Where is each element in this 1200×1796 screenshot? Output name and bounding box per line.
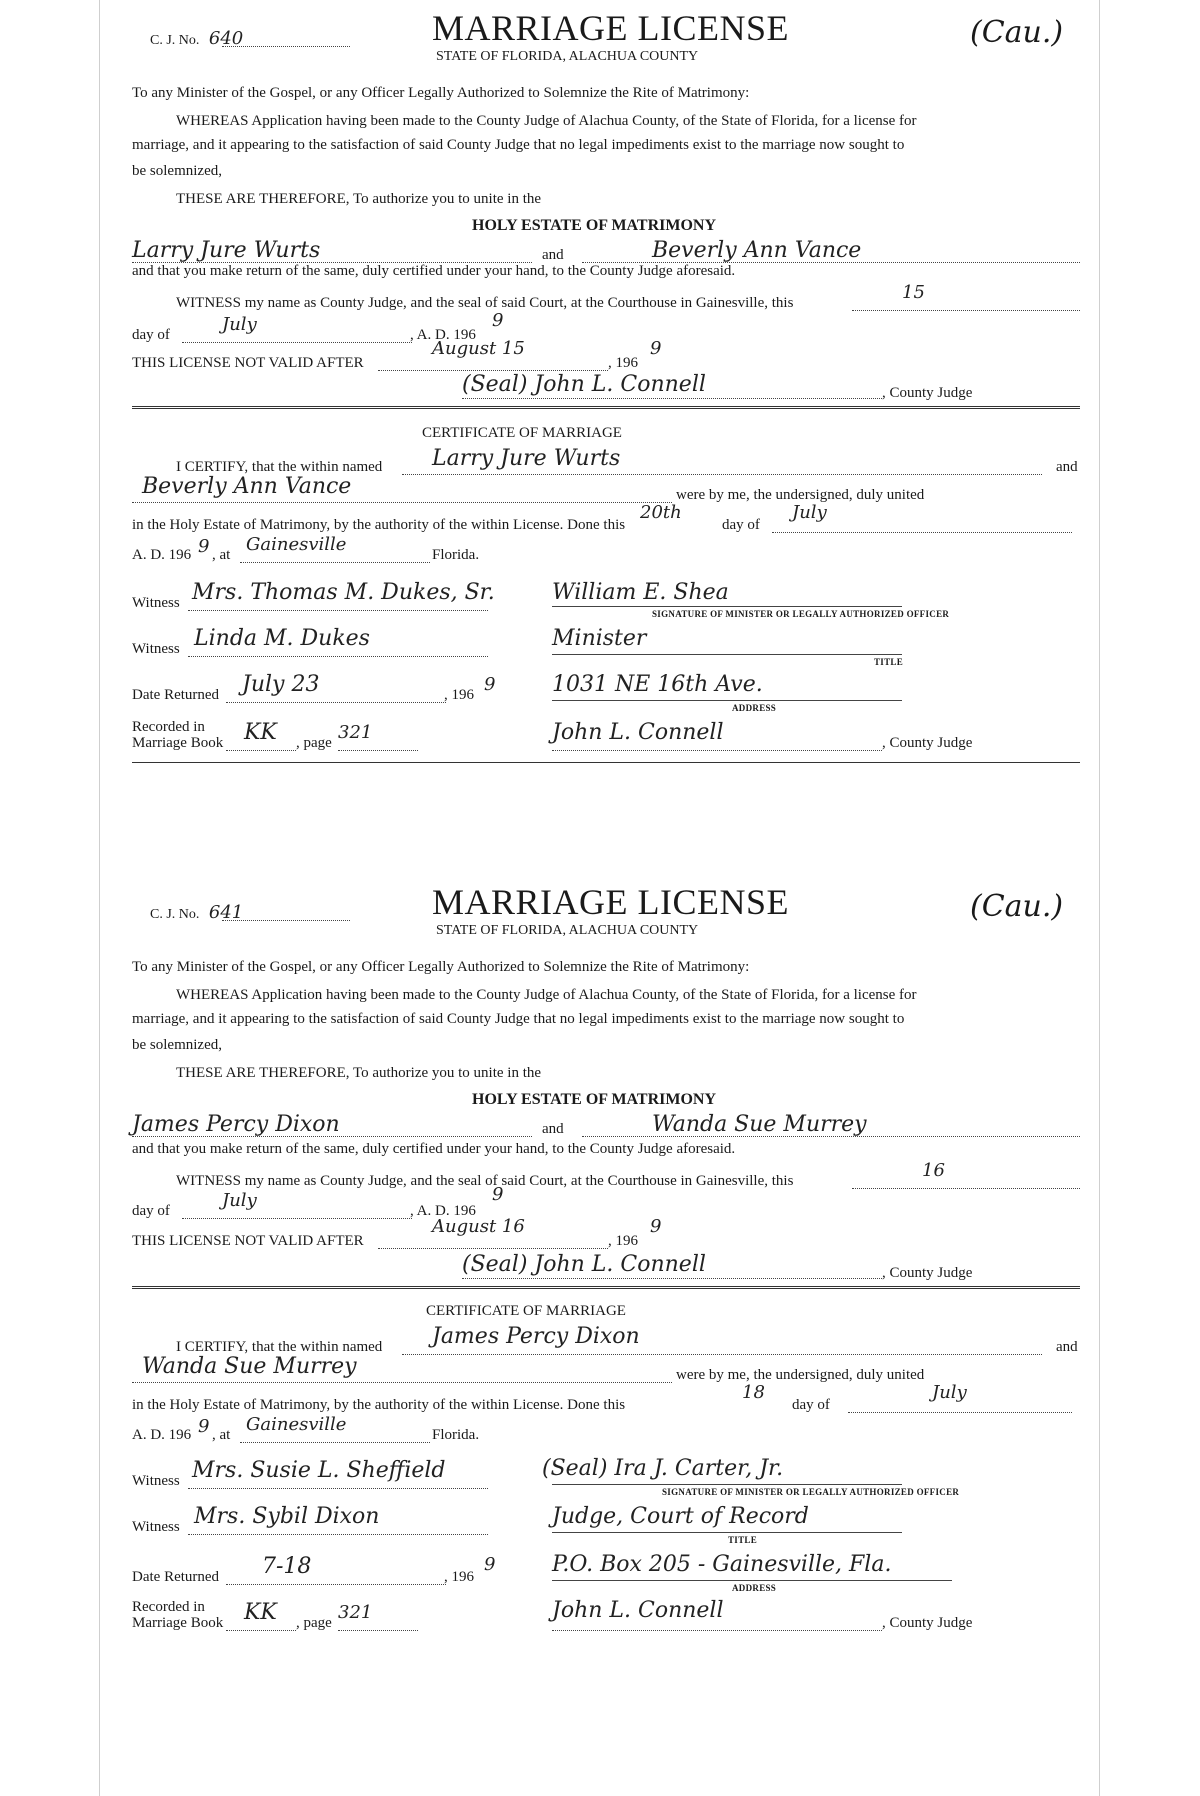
bride-name: Beverly Ann Vance [652, 238, 862, 263]
cert-ad: A. D. 196 [132, 1427, 192, 1443]
witness-1-label: Witness [132, 1473, 180, 1489]
day-of-label: day of [132, 1203, 170, 1219]
cert-day-of: day of [792, 1397, 830, 1413]
witness-day: 15 [902, 282, 925, 303]
corner-note: (Cau.) [970, 889, 1064, 924]
cert-place: Gainesville [246, 534, 347, 555]
witness-1-name: Mrs. Thomas M. Dukes, Sr. [192, 580, 495, 605]
year-digit: 9 [492, 310, 504, 331]
whereas-line-1: WHEREAS Application having been made to the County Judge of Alachua County, of the State of Florida, for a license for [176, 987, 917, 1003]
ad-prefix: , A. D. 196 [410, 327, 476, 343]
groom-name: James Percy Dixon [132, 1112, 340, 1137]
page-label: , page [296, 1615, 332, 1631]
whereas-line-1: WHEREAS Application having been made to the County Judge of Alachua County, of the State of Florida, for a license for [176, 113, 917, 129]
salutation: To any Minister of the Gospel, or any Officer Legally Authorized to Solemnize the Rite of Matrimony: [132, 959, 750, 975]
cert-day: 18 [742, 1382, 765, 1403]
address-label: ADDRESS [732, 1583, 777, 1593]
not-valid-year: 9 [650, 338, 662, 359]
recorded-in-label: Recorded in [132, 1599, 205, 1615]
year-digit: 9 [492, 1184, 504, 1205]
witness-2-name: Linda M. Dukes [194, 626, 370, 651]
cert-groom: James Percy Dixon [432, 1324, 640, 1349]
month: July [222, 1190, 257, 1211]
page-label: , page [296, 735, 332, 751]
cert-united: were by me, the undersigned, duly united [676, 487, 925, 503]
cert-day: 20th [640, 502, 682, 523]
whereas-line-3: be solemnized, [132, 1037, 222, 1053]
cert-month: July [792, 502, 827, 523]
cert-holy-estate: in the Holy Estate of Matrimony, by the authority of the within License. Done this [132, 517, 626, 533]
address-label: ADDRESS [732, 703, 777, 713]
month: July [222, 314, 257, 335]
cj-number: 641 [208, 902, 244, 923]
marriage-book-label: Marriage Book [132, 735, 224, 751]
witness-2-label: Witness [132, 1519, 180, 1535]
marriage-book-label: Marriage Book [132, 1615, 224, 1631]
page-number: 321 [338, 1602, 373, 1623]
officer-address: 1031 NE 16th Ave. [552, 672, 763, 697]
officer-title: Minister [552, 626, 647, 651]
officer-signature: William E. Shea [552, 580, 729, 605]
cert-year: 9 [198, 536, 210, 557]
cert-year: 9 [198, 1416, 210, 1437]
groom-name: Larry Jure Wurts [132, 238, 321, 263]
cert-groom: Larry Jure Wurts [432, 446, 621, 471]
holy-estate-heading: HOLY ESTATE OF MATRIMONY [472, 217, 717, 234]
recorder-signature: John L. Connell [552, 720, 724, 745]
not-valid-year: 9 [650, 1216, 662, 1237]
cert-ad: A. D. 196 [132, 547, 192, 563]
therefore-line: THESE ARE THEREFORE, To authorize you to unite in the [176, 1065, 542, 1081]
cert-bride: Beverly Ann Vance [142, 474, 352, 499]
title-label: TITLE [874, 657, 904, 667]
page-edge-right [1099, 0, 1100, 1796]
page-number: 321 [338, 722, 373, 743]
county-judge-label: , County Judge [882, 1265, 973, 1281]
whereas-line-2: marriage, and it appearing to the satisfaction of said County Judge that no legal impediments exist to the marriage now sought to [132, 137, 905, 153]
cert-and: and [1056, 459, 1078, 475]
return-line: and that you make return of the same, duly certified under your hand, to the County Judge aforesaid. [132, 263, 736, 279]
cj-label: C. J. No. [150, 907, 200, 922]
cert-florida: Florida. [432, 547, 480, 563]
recorded-in-label: Recorded in [132, 719, 205, 735]
page-edge-left [99, 0, 100, 1796]
holy-estate-heading: HOLY ESTATE OF MATRIMONY [472, 1091, 717, 1108]
not-valid-year-prefix: , 196 [608, 355, 638, 371]
witness-line: WITNESS my name as County Judge, and the seal of said Court, at the Courthouse in Gainesville, this [176, 1173, 794, 1189]
certify-text: I CERTIFY, that the within named [176, 459, 383, 475]
marriage-license-640 [132, 6, 1080, 874]
witness-2-label: Witness [132, 641, 180, 657]
salutation: To any Minister of the Gospel, or any Officer Legally Authorized to Solemnize the Rite of Matrimony: [132, 85, 750, 101]
return-line: and that you make return of the same, duly certified under your hand, to the County Judge aforesaid. [132, 1141, 736, 1157]
officer-signature-label: SIGNATURE OF MINISTER OR LEGALLY AUTHORIZED OFFICER [652, 609, 950, 619]
not-valid-label: THIS LICENSE NOT VALID AFTER [132, 355, 364, 371]
recorder-county-judge: , County Judge [882, 735, 973, 751]
and-word: and [542, 1121, 564, 1137]
officer-title: Judge, Court of Record [552, 1504, 809, 1529]
recorder-county-judge: , County Judge [882, 1615, 973, 1631]
county-judge-label: , County Judge [882, 385, 973, 401]
book-number: KK [244, 720, 277, 745]
witness-1-label: Witness [132, 595, 180, 611]
officer-address: P.O. Box 205 - Gainesville, Fla. [552, 1552, 892, 1577]
not-valid-label: THIS LICENSE NOT VALID AFTER [132, 1233, 364, 1249]
marriage-license-641 [132, 880, 1080, 1748]
ad-prefix: , A. D. 196 [410, 1203, 476, 1219]
cj-number: 640 [208, 28, 244, 49]
certify-text: I CERTIFY, that the within named [176, 1339, 383, 1355]
whereas-line-2: marriage, and it appearing to the satisfaction of said County Judge that no legal impediments exist to the marriage now sought to [132, 1011, 905, 1027]
witness-day: 16 [922, 1160, 945, 1181]
cj-label: C. J. No. [150, 33, 200, 48]
date-returned-year: 9 [484, 674, 496, 695]
cert-at: , at [212, 547, 231, 563]
therefore-line: THESE ARE THEREFORE, To authorize you to unite in the [176, 191, 542, 207]
cert-florida: Florida. [432, 1427, 480, 1443]
date-returned-year-prefix: , 196 [444, 687, 474, 703]
state-county: STATE OF FLORIDA, ALACHUA COUNTY [436, 49, 699, 64]
whereas-line-3: be solemnized, [132, 163, 222, 179]
license-title: MARRIAGE LICENSE [432, 882, 789, 922]
witness-line: WITNESS my name as County Judge, and the seal of said Court, at the Courthouse in Gainesville, this [176, 295, 794, 311]
not-valid-date: August 16 [432, 1216, 525, 1237]
state-county: STATE OF FLORIDA, ALACHUA COUNTY [436, 923, 699, 938]
license-title: MARRIAGE LICENSE [432, 8, 789, 48]
judge-signature: (Seal) John L. Connell [462, 372, 706, 397]
cert-and: and [1056, 1339, 1078, 1355]
cert-bride: Wanda Sue Murrey [142, 1354, 357, 1379]
judge-signature: (Seal) John L. Connell [462, 1252, 706, 1277]
date-returned-year-prefix: , 196 [444, 1569, 474, 1585]
date-returned: 7-18 [262, 1554, 312, 1579]
date-returned-year: 9 [484, 1554, 496, 1575]
cert-place: Gainesville [246, 1414, 347, 1435]
not-valid-year-prefix: , 196 [608, 1233, 638, 1249]
witness-2-name: Mrs. Sybil Dixon [194, 1504, 380, 1529]
cert-month: July [932, 1382, 967, 1403]
not-valid-date: August 15 [432, 338, 525, 359]
recorder-signature: John L. Connell [552, 1598, 724, 1623]
witness-1-name: Mrs. Susie L. Sheffield [192, 1458, 446, 1483]
certificate-title: CERTIFICATE OF MARRIAGE [426, 1303, 626, 1319]
officer-signature: (Seal) Ira J. Carter, Jr. [542, 1456, 784, 1481]
and-word: and [542, 247, 564, 263]
bride-name: Wanda Sue Murrey [652, 1112, 867, 1137]
officer-signature-label: SIGNATURE OF MINISTER OR LEGALLY AUTHORIZED OFFICER [662, 1487, 960, 1497]
cert-united: were by me, the undersigned, duly united [676, 1367, 925, 1383]
title-label: TITLE [728, 1535, 758, 1545]
date-returned-label: Date Returned [132, 687, 220, 703]
cert-holy-estate: in the Holy Estate of Matrimony, by the authority of the within License. Done this [132, 1397, 626, 1413]
corner-note: (Cau.) [970, 15, 1064, 50]
certificate-title: CERTIFICATE OF MARRIAGE [422, 425, 622, 441]
cert-at: , at [212, 1427, 231, 1443]
date-returned: July 23 [242, 672, 320, 697]
cert-day-of: day of [722, 517, 760, 533]
day-of-label: day of [132, 327, 170, 343]
date-returned-label: Date Returned [132, 1569, 220, 1585]
book-number: KK [244, 1600, 277, 1625]
